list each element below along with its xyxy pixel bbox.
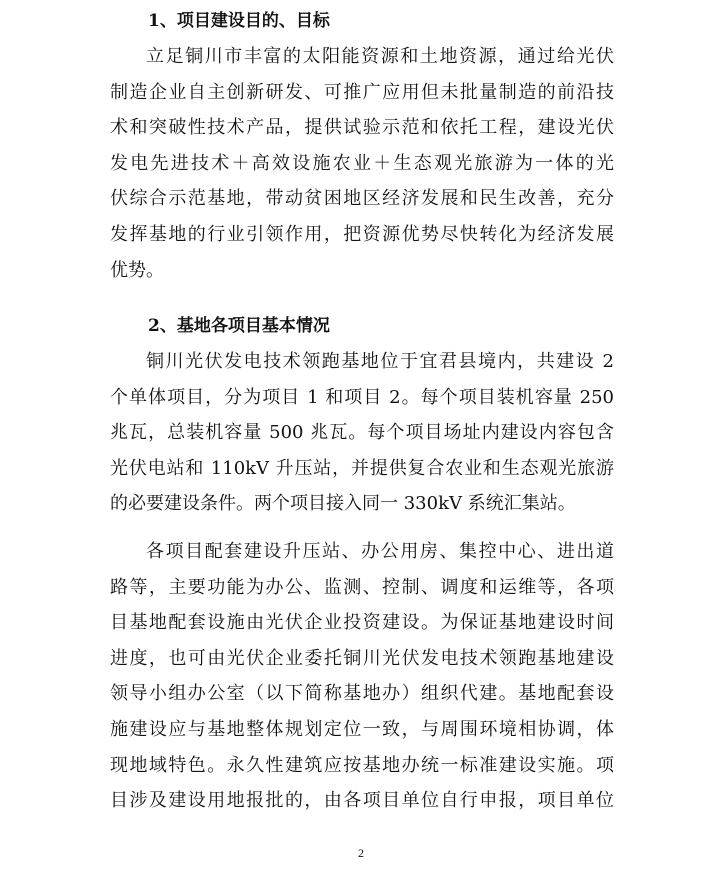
text-line: 个单体项目，分为项目 1 和项目 2。每个项目装机容量 250 (110, 386, 614, 408)
text-line: 各项目配套建设升压站、办公用房、集控中心、进出道 (146, 541, 614, 562)
section-2-heading: 2、基地各项目基本情况 (148, 316, 330, 336)
section-1-paragraph-1 (110, 39, 614, 288)
text-line: 铜川光伏发电技术领跑基地位于宜君县境内，共建设 2 (146, 351, 614, 372)
text-line: 目基地配套设施由光伏企业投资建设。为保证基地建设时间 (110, 612, 614, 634)
text-line: 制造企业自主创新研发、可推广应用但未批量制造的前沿技 (110, 81, 614, 103)
section-2-paragraph-1 (110, 344, 614, 522)
page-number: 2 (358, 846, 364, 860)
text-line: 发挥基地的行业引领作用，把资源优势尽快转化为经济发展 (110, 223, 614, 245)
text-line: 术和突破性技术产品，提供试验示范和依托工程，建设光伏 (110, 117, 614, 139)
text-line: 光伏电站和 110kV 升压站，并提供复合农业和生态观光旅游 (110, 457, 614, 479)
text-line: 的必要建设条件。两个项目接入同一 330kV 系统汇集站。 (110, 493, 576, 515)
section-2-paragraph-2 (110, 534, 614, 819)
text-line: 现地域特色。永久性建筑应按基地办统一标准建设实施。项 (110, 754, 614, 776)
text-line: 施建设应与基地整体规划定位一致，与周围环境相协调，体 (110, 718, 614, 740)
text-line: 目涉及建设用地报批的，由各项目单位自行申报，项目单位 (110, 790, 614, 812)
section-1-heading: 1、项目建设目的、目标 (148, 11, 330, 31)
text-line: 优势。 (110, 259, 164, 281)
text-line: 发电先进技术＋高效设施农业＋生态观光旅游为一体的光 (110, 152, 614, 174)
text-line: 路等，主要功能为办公、监测、控制、调度和运维等，各项 (110, 576, 614, 598)
text-line: 兆瓦，总装机容量 500 兆瓦。每个项目场址内建设内容包含 (110, 422, 614, 444)
text-line: 伏综合示范基地，带动贫困地区经济发展和民生改善，充分 (110, 188, 614, 210)
text-line: 领导小组办公室（以下简称基地办）组织代建。基地配套设 (110, 683, 614, 705)
text-line: 进度，也可由光伏企业委托铜川光伏发电技术领跑基地建设 (110, 647, 614, 669)
text-line: 立足铜川市丰富的太阳能资源和土地资源，通过给光伏 (146, 46, 614, 67)
